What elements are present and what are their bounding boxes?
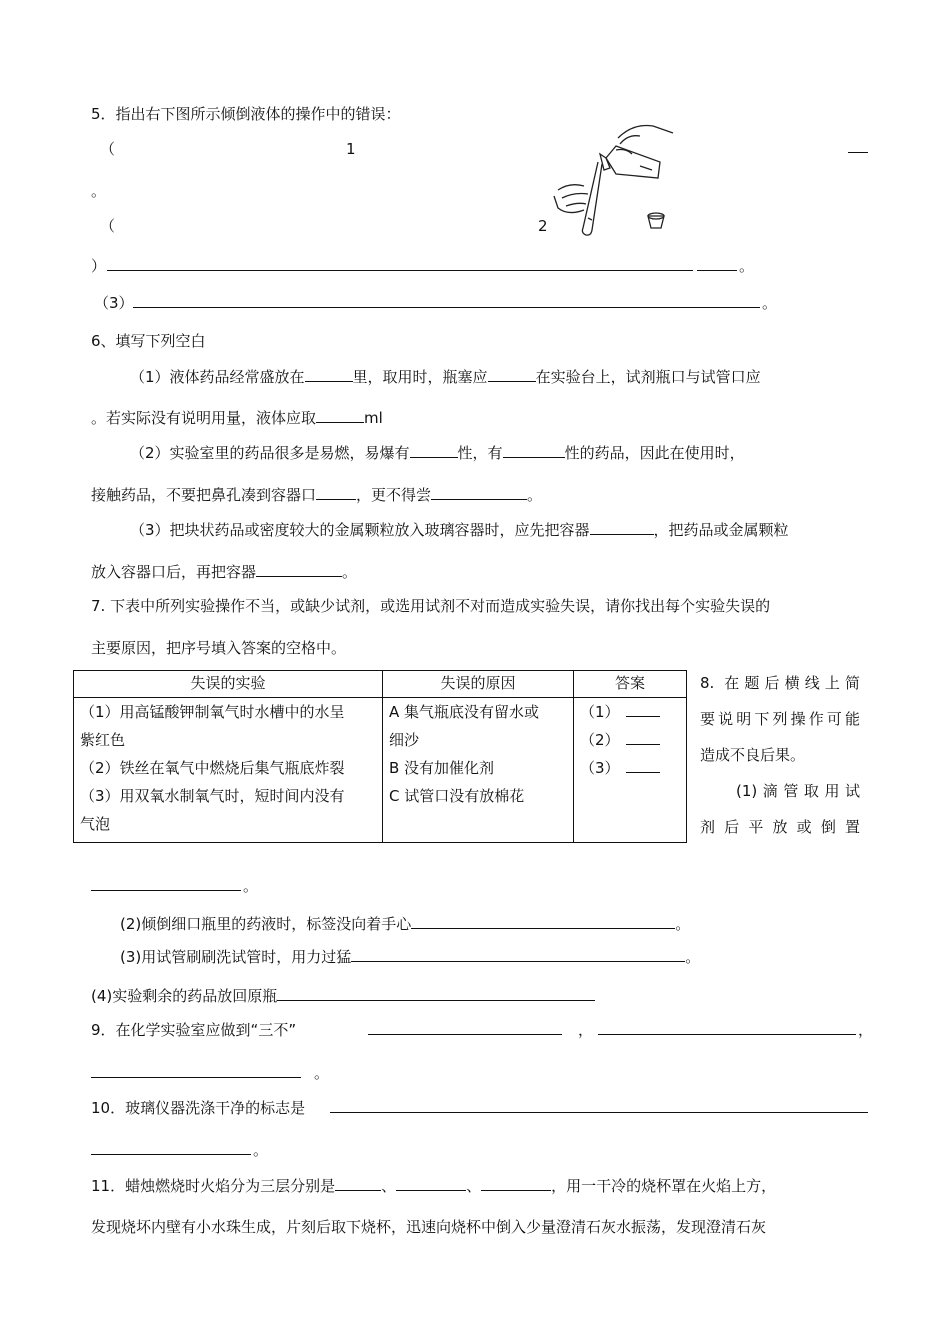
answer-slot-2 [580,726,680,754]
q6-p2-text-e: ，更不得尝 [356,486,432,504]
q6-p3-text-c: 放入容器口后，再把容器 [91,563,257,581]
q8-item1-end: 。 [243,877,259,895]
q11-text-a: 11．蜡烛燃烧时火焰分为三层分别是 [91,1177,336,1195]
q8-answer-line-3[interactable] [351,946,685,962]
q8-item3-text: (3)用试管刷刷洗试管时，用力过猛 [120,948,352,966]
experiments-cell [74,698,383,843]
q5-answer-line-1[interactable] [848,137,868,153]
q11-blank-layer-1[interactable] [335,1175,381,1191]
table-header-row [74,671,687,698]
q5-item1-open: （ [100,140,116,158]
q6-blank-container[interactable] [305,366,353,382]
q6-paragraph-2-line-1 [130,442,745,463]
answer-blank[interactable] [626,758,660,773]
q6-paragraph-3-line-2 [91,561,357,582]
experiment-line: 紫红色 [80,731,126,749]
q8-side-line: 要说明下列操作可能 [700,710,860,728]
q6-blank-container-then[interactable] [256,561,342,577]
q11-line-1 [91,1175,776,1196]
q6-p3-text-b: ，把药品或金属颗粒 [653,521,789,539]
experiment-line: （1）用高锰酸钾制氧气时水槽中的水呈 [80,703,345,721]
q9-answer-line-3[interactable] [91,1062,301,1078]
q9-end: 。 [314,1064,330,1082]
q10-answer-line-1[interactable] [330,1097,868,1113]
q6-p1-text-b: 里，取用时，瓶塞应 [352,368,488,386]
q5-item3-label: （3） [94,294,134,312]
q6-p3-text-a: （3）把块状药品或密度较大的金属颗粒放入玻璃容器时，应先把容器 [130,521,590,539]
q6-p1-text-a: （1）液体药品经常盛放在 [130,368,305,386]
answer-label: （2） [580,731,620,749]
q7-stem-line-1: 7. 下表中所列实验操作不当，或缺少试剂，或选用试剂不对而造成实验失误，请你找出每个实验失误的 [91,597,771,615]
q5-item2-open: （ [100,217,116,235]
q7-table [73,670,687,843]
q8-answer-line-4[interactable] [277,985,595,1001]
q6-paragraph-3-line-1 [130,519,789,540]
q8-item-4 [91,985,595,1006]
column-header-experiment: 失误的实验 [74,671,383,698]
q8-item4-text: (4)实验剩余的药品放回原瓶 [91,987,278,1005]
q6-p2-text-b: 性，有 [457,444,503,462]
q8-item2-end: 。 [675,915,691,933]
q5-item2-end: 。 [739,257,755,275]
q8-side-line: (1)滴管取用试 [736,782,860,800]
q6-p1-text-c: 在实验台上，试剂瓶口与试管口应 [535,368,761,386]
q6-blank-stopper[interactable] [488,366,536,382]
reason-line: A 集气瓶底没有留水或 [389,703,540,721]
q6-blank-property-1[interactable] [410,442,458,458]
q5-figure-label-1: 1 [346,140,356,158]
q6-blank-nose[interactable] [316,484,356,500]
q6-p2-text-c: 性的药品，因此在使用时， [564,444,745,462]
q8-answer-line-1[interactable] [91,875,241,891]
q10-stem: 10．玻璃仪器洗涤干净的标志是 [91,1099,306,1117]
reason-line: C 试管口没有放棉花 [389,787,525,805]
experiment-line: （2）铁丝在氧气中燃烧后集气瓶底炸裂 [80,759,345,777]
q8-side-line: 造成不良后果。 [700,746,806,764]
q6-p3-text-d: 。 [342,563,358,581]
answer-slot-1 [580,698,680,726]
q5-item2-close: ） [91,257,107,275]
q6-p2-text-f: 。 [527,486,543,504]
q8-side-line: 剂后平放或倒置 [700,818,860,836]
q11-text-b: ，用一干冷的烧杯罩在火焰上方， [551,1177,777,1195]
q9-comma-2: ， [858,1021,874,1039]
q8-side-line: 8. 在题后横线上简 [700,674,860,692]
q11-separator: 、 [466,1177,482,1195]
q9-comma-1: ， [578,1021,594,1039]
q10-end: 。 [253,1141,269,1159]
q8-item2-text: (2)倾倒细口瓶里的药液时，标签没向着手心 [120,915,412,933]
q11-blank-layer-2[interactable] [396,1175,466,1191]
experiment-line: （3）用双氧水制氧气时，短时间内没有 [80,787,345,805]
q6-paragraph-1-line-2 [91,407,383,428]
reason-line: B 没有加催化剂 [389,759,495,777]
q10-answer-line-2[interactable] [91,1139,251,1155]
q5-answer-line-2a[interactable] [107,255,693,271]
q5-answer-line-3[interactable] [133,292,760,308]
q6-p1-text-d: 。若实际没有说明用量，液体应取 [91,409,317,427]
column-header-reason: 失误的原因 [383,671,574,698]
q5-item3-end: 。 [762,294,778,312]
q6-blank-property-2[interactable] [503,442,565,458]
q6-p1-text-e: ml [364,409,383,427]
q6-paragraph-2-line-2 [91,484,542,505]
q8-side-text [700,669,860,841]
column-header-answer: 答案 [574,671,687,698]
q9-stem: 9．在化学实验室应做到“三不” [91,1021,297,1039]
q8-item-3 [120,946,700,967]
experiment-line: 气泡 [80,815,111,833]
q6-blank-amount[interactable] [316,407,364,423]
answer-label: （3） [580,759,620,777]
answer-label: （1） [580,703,620,721]
q6-heading: 6、填写下列空白 [91,332,206,350]
q8-item3-end: 。 [685,948,701,966]
q6-blank-taste[interactable] [431,484,527,500]
q9-answer-line-1[interactable] [368,1019,562,1035]
reason-line: 细沙 [389,731,420,749]
q5-stem: 5．指出右下图所示倾倒液体的操作中的错误： [91,105,401,123]
q6-blank-container-first[interactable] [590,519,654,535]
q11-line-2: 发现烧坏内壁有小水珠生成，片刻后取下烧杯，迅速向烧杯中倒入少量澄清石灰水振荡，发现澄清石灰 [91,1218,767,1236]
q8-answer-line-2[interactable] [411,913,675,929]
q11-blank-layer-3[interactable] [481,1175,551,1191]
q8-item-2 [120,913,690,934]
q5-item1-end: 。 [91,182,107,200]
answer-blank[interactable] [626,702,660,717]
answers-cell [574,698,687,843]
q6-p2-text-a: （2）实验室里的药品很多是易燃，易爆有 [130,444,410,462]
reasons-cell [383,698,574,843]
q9-answer-line-2[interactable] [598,1019,856,1035]
q11-separator: 、 [381,1177,397,1195]
q6-p2-text-d: 接触药品，不要把鼻孔凑到容器口 [91,486,317,504]
q5-figure-label-2: 2 [538,217,548,235]
q6-paragraph-1-line-1 [130,366,761,387]
q7-stem-line-2: 主要原因，把序号填入答案的空格中。 [91,639,347,657]
pouring-liquid-figure [548,118,678,238]
q5-answer-line-2b[interactable] [697,255,737,271]
answer-blank[interactable] [626,730,660,745]
table-row [74,698,687,843]
answer-slot-3 [580,754,680,782]
